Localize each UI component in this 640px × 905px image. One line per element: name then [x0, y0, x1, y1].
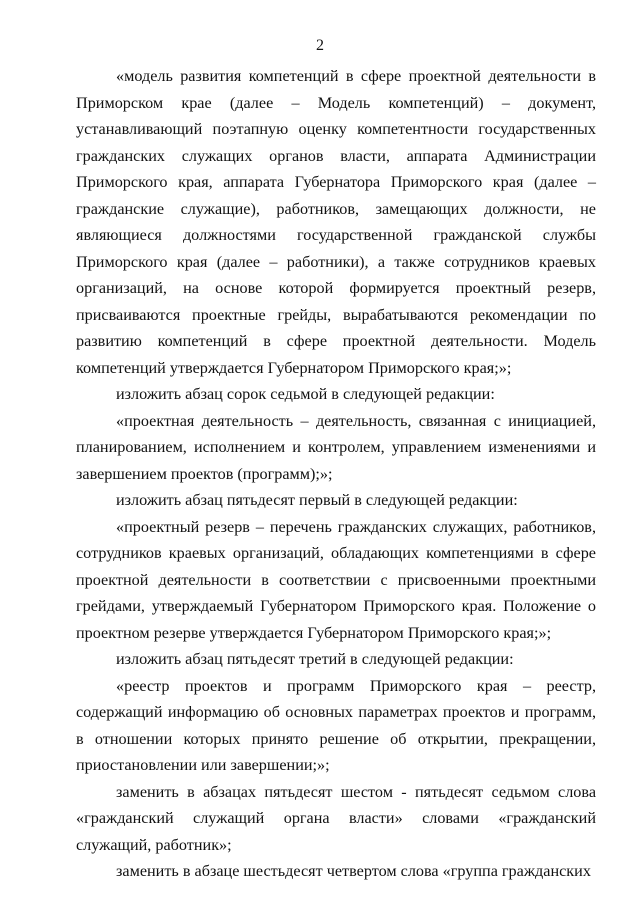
paragraph-model-definition: «модель развития компетенций в сфере проектной деятельности в Приморском крае (далее – Модель компетенций) – документ, устанавливающий поэтапную оценку компетентности государственных гражданских служащих органов власти, аппарата Администрации Приморского края, аппарата Губернатора Приморского края (далее – гражданские служащие), работников, замещающих должности, не являющиеся должностями государственной гражданской службы Приморского края (далее – работники), а также сотрудников краевых организаций, на основе которой формируется проектный резерв, присваиваются проектные грейды, вырабатываются рекомендации по развитию компетенций в сфере проектной деятельности. Модель компетенций утверждается Губернатором Приморского края;»; [76, 67, 596, 377]
paragraph-replace-64: заменить в абзаце шестьдесят четвертом слова «группа гражданских [116, 862, 591, 880]
paragraph-registry-definition: «реестр проектов и программ Приморского края – реестр, содержащий информацию об основных параметрах проектов и программ, в отношении которых принято решение об открытии, прекращении, приостановлении или завершении;»; [76, 676, 596, 774]
paragraph-project-reserve-definition: «проектный резерв – перечень гражданских служащих, работников, сотрудников краевых организаций, обладающих компетенциями в сфере проектной деятельности в соответствии с присвоенными проектными грейдами, утверждаемый Губернатором Приморского края. Положение о проектном резерве утверждается Губернатором Приморского края;»; [76, 517, 596, 642]
page-number: 2 [316, 37, 324, 54]
paragraph-replace-56-57: заменить в абзацах пятьдесят шестом - пятьдесят седьмом слова «гражданский служащий органа власти» словами «гражданский служащий, работник»; [76, 782, 596, 854]
paragraph-instruction-47: изложить абзац сорок седьмой в следующей редакции: [116, 385, 495, 403]
paragraph-instruction-53: изложить абзац пятьдесят третий в следующей редакции: [116, 650, 514, 668]
paragraph-instruction-51: изложить абзац пятьдесят первый в следующей редакции: [116, 491, 518, 509]
document-body [76, 63, 596, 885]
paragraph-project-activity-definition: «проектная деятельность – деятельность, связанная с инициацией, планированием, исполнением и контролем, управлением изменениями и завершением проектов (программ);»; [76, 411, 596, 483]
